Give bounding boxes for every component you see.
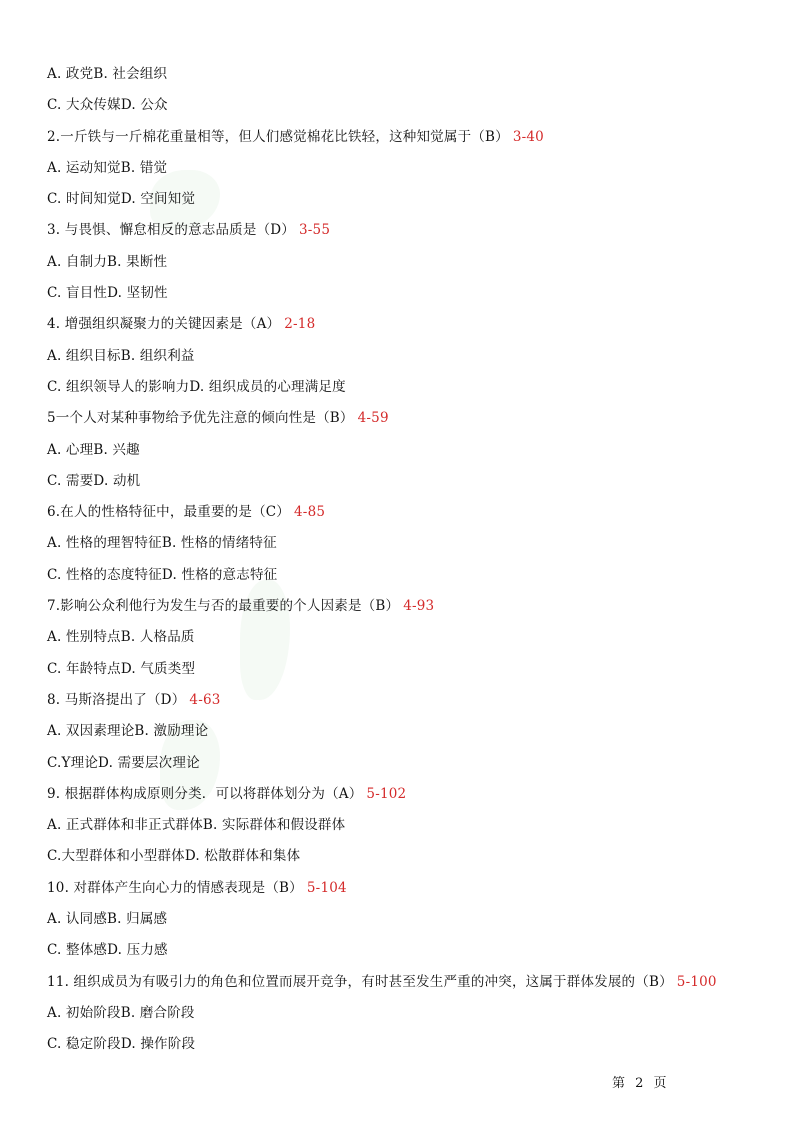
chapter-page-reference: 2-18 xyxy=(284,316,316,333)
text-line xyxy=(47,812,767,843)
text-line xyxy=(47,624,767,655)
chapter-page-reference: 3-40 xyxy=(512,128,544,145)
chapter-page-reference: 5-104 xyxy=(306,879,347,896)
line-text: C. 大众传媒D. 公众 xyxy=(47,97,168,114)
line-text: C. 组织领导人的影响力D. 组织成员的心理满足度 xyxy=(47,378,346,395)
text-line xyxy=(47,374,767,405)
line-text: 9. 根据群体构成原则分类．可以将群体划分为（A） xyxy=(47,785,363,802)
line-text: A. 心理B. 兴趣 xyxy=(47,441,140,458)
text-line xyxy=(47,781,767,812)
text-line xyxy=(47,311,767,342)
question-list xyxy=(47,61,767,1063)
chapter-page-reference: 4-93 xyxy=(403,598,435,615)
text-line xyxy=(47,92,767,123)
line-text: A. 正式群体和非正式群体B. 实际群体和假设群体 xyxy=(47,817,346,834)
text-line xyxy=(47,530,767,561)
text-line xyxy=(47,1000,767,1031)
line-text: 6.在人的性格特征中，最重要的是（C） xyxy=(47,504,291,521)
text-line xyxy=(47,906,767,937)
chapter-page-reference: 4-59 xyxy=(357,410,389,427)
text-line xyxy=(47,562,767,593)
line-text: A. 政党B. 社会组织 xyxy=(47,66,168,82)
text-line xyxy=(47,499,767,530)
line-text: A. 性别特点B. 人格品质 xyxy=(47,629,195,646)
line-text: C. 性格的态度特征D. 性格的意志特征 xyxy=(47,566,278,583)
text-line xyxy=(47,155,767,186)
line-text: C. 时间知觉D. 空间知觉 xyxy=(47,191,196,208)
line-text: A. 双因素理论B. 激励理论 xyxy=(47,723,209,740)
text-line xyxy=(47,750,767,781)
line-text: A. 运动知觉B. 错觉 xyxy=(47,159,168,176)
text-line xyxy=(47,217,767,248)
text-line xyxy=(47,969,767,1000)
chapter-page-reference: 5-102 xyxy=(366,785,407,802)
line-text: A. 认同感B. 归属感 xyxy=(47,911,168,928)
text-line xyxy=(47,280,767,311)
text-line xyxy=(47,343,767,374)
text-line xyxy=(47,61,767,92)
line-text: 2.一斤铁与一斤棉花重量相等，但人们感觉棉花比铁轻，这种知觉属于（B） xyxy=(47,128,509,145)
line-text: C. 年龄特点D. 气质类型 xyxy=(47,660,196,677)
chapter-page-reference: 5-100 xyxy=(676,973,717,990)
text-line xyxy=(47,687,767,718)
text-line xyxy=(47,124,767,155)
chapter-page-reference: 3-55 xyxy=(299,222,331,239)
text-line xyxy=(47,437,767,468)
text-line xyxy=(47,656,767,687)
text-line xyxy=(47,186,767,217)
page-number: 第 2 页 xyxy=(612,1076,670,1091)
text-line xyxy=(47,937,767,968)
line-text: 8. 马斯洛提出了（D） xyxy=(47,691,186,708)
line-text: C. 盲目性D. 坚韧性 xyxy=(47,285,168,302)
line-text: 4. 增强组织凝聚力的关键因素是（A） xyxy=(47,316,281,333)
text-line xyxy=(47,593,767,624)
line-text: 10. 对群体产生向心力的情感表现是（B） xyxy=(47,879,303,896)
text-line xyxy=(47,843,767,874)
text-line xyxy=(47,249,767,280)
line-text: 7.影响公众利他行为发生与否的最重要的个人因素是（B） xyxy=(47,598,400,615)
line-text: 11. 组织成员为有吸引力的角色和位置而展开竞争，有时甚至发生严重的冲突，这属于群体发展的（B） xyxy=(47,973,673,990)
text-line xyxy=(47,1031,767,1062)
line-text: C. 需要D. 动机 xyxy=(47,472,141,489)
chapter-page-reference: 4-85 xyxy=(294,504,326,521)
line-text: C. 稳定阶段D. 操作阶段 xyxy=(47,1036,196,1053)
line-text: A. 自制力B. 果断性 xyxy=(47,253,168,270)
text-line xyxy=(47,405,767,436)
line-text: 3. 与畏惧、懈怠相反的意志品质是（D） xyxy=(47,222,295,239)
text-line xyxy=(47,718,767,749)
text-line xyxy=(47,468,767,499)
line-text: C. 整体感D. 压力感 xyxy=(47,942,168,959)
line-text: A. 初始阶段B. 磨合阶段 xyxy=(47,1004,195,1021)
line-text: A. 组织目标B. 组织利益 xyxy=(47,347,195,364)
line-text: A. 性格的理智特征B. 性格的情绪特征 xyxy=(47,535,277,552)
line-text: C.Y理论D. 需要层次理论 xyxy=(47,754,200,771)
text-line xyxy=(47,875,767,906)
chapter-page-reference: 4-63 xyxy=(189,691,221,708)
line-text: C.大型群体和小型群体D. 松散群体和集体 xyxy=(47,848,301,865)
line-text: 5一个人对某种事物给予优先注意的倾向性是（B） xyxy=(47,410,354,427)
